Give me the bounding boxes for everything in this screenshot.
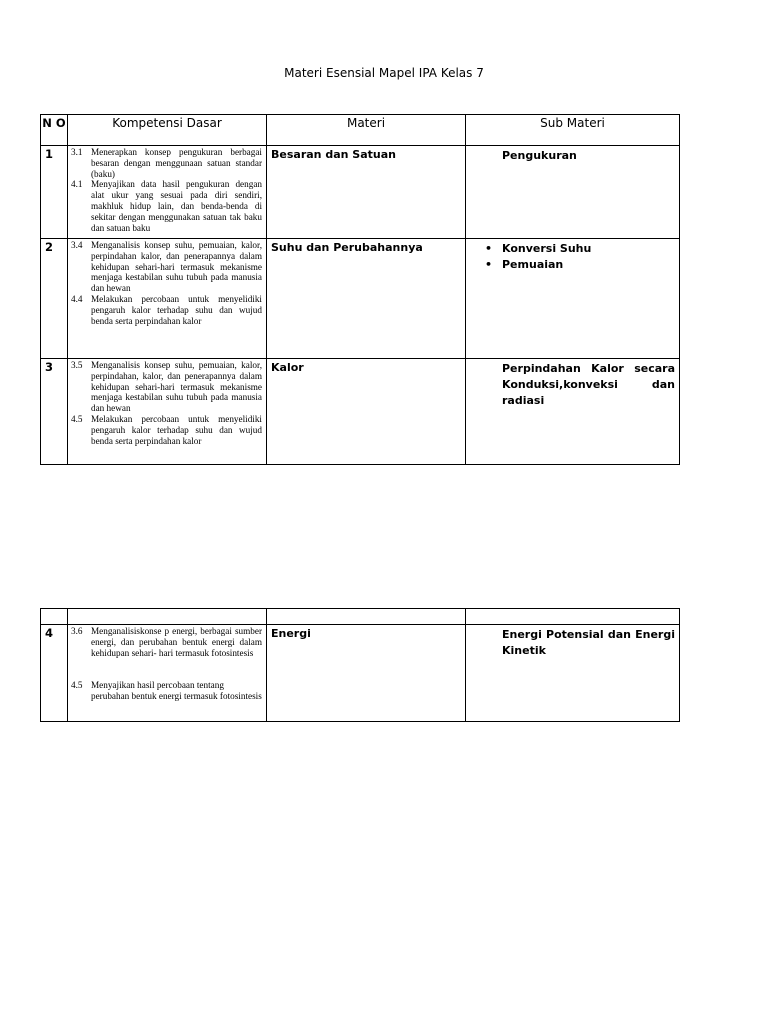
row-number: 4 [41,625,68,722]
kd-item [71,626,262,658]
kd-number: 3.4 [71,240,83,250]
header-sub-materi: Sub Materi [466,115,680,146]
kd-text: Menganalisis konsep suhu, pemuaian, kalor, perpindahan kalor, dan penerapannya dalam kehidupan sehari-hari termasuk mekanisme menjaga kestabilan suhu tubuh pada manusia dan hewan [91,240,262,294]
table-row [41,625,680,722]
materi-cell: Besaran dan Satuan [267,146,466,239]
kd-item [71,179,262,233]
kd-item [71,240,262,294]
kd-text: Menyajikan hasil percobaan tentang perubahan bentuk energi termasuk fotosintesis [91,680,262,702]
empty-header-row [41,609,680,625]
kd-number: 4.5 [71,413,83,424]
kd-number: 3.1 [71,147,83,157]
kd-text: Menganalisiskonse p energi, berbagai sumber energi, dan perubahan bentuk energi dalam kehidupan sehari- hari termasuk fotosintesis [91,626,262,658]
document-title: Materi Esensial Mapel IPA Kelas 7 [284,66,484,80]
kd-number: 3.5 [71,360,83,370]
kompetensi-dasar-cell [68,146,267,239]
table-row [41,359,680,465]
materi-table-2 [40,608,680,722]
empty-cell [68,609,267,625]
kd-item [71,294,262,326]
list-item: • Pemuaian [502,257,675,273]
header-materi: Materi [267,115,466,146]
kd-text: Melakukan percobaan untuk menyelidiki pengaruh kalor terhadap suhu dan wujud benda serta perpindahan kalor [91,413,262,446]
kd-text: Menganalisis konsep suhu, pemuaian, kalor, perpindahan, kalor, dan penerapannya dalam kehidupan sehari-hari termasuk mekanisme menjaga kestabilan suhu tubuh pada manusia dan hewan [91,360,262,414]
header-no: N O [41,115,68,146]
table-row [41,146,680,239]
sub-materi-list [482,241,675,273]
row-number: 1 [41,146,68,239]
kompetensi-dasar-cell [68,239,267,359]
kd-text: Menyajikan data hasil pengukuran dengan alat ukur yang sesuai pada diri sendiri, makhluk hidup lain, dan benda-benda di sekitar dengan menggunakan satuan tak baku dan satuan baku [91,179,262,233]
kd-text: Menerapkan konsep pengukuran berbagai besaran dengan menggunaan satuan standar (baku) [91,147,262,179]
kompetensi-dasar-cell [68,625,267,722]
materi-table-1 [40,114,680,465]
kd-item [71,360,262,414]
kd-text: Melakukan percobaan untuk menyelidiki pengaruh kalor terhadap suhu dan wujud benda serta perpindahan kalor [91,293,262,326]
kd-number: 4.4 [71,293,83,304]
kd-item [71,414,262,446]
kd-number: 4.5 [71,680,83,691]
materi-cell: Suhu dan Perubahannya [267,239,466,359]
materi-cell: Kalor [267,359,466,465]
kd-number: 3.6 [71,626,83,636]
header-kompetensi-dasar: Kompetensi Dasar [68,115,267,146]
sub-materi-cell: Energi Potensial dan Energi Kinetik [466,625,680,722]
row-number: 3 [41,359,68,465]
list-item: • Konversi Suhu [502,241,675,257]
kd-item [71,680,262,702]
sub-materi-cell [466,239,680,359]
kompetensi-dasar-cell [68,359,267,465]
sub-materi-cell: Perpindahan Kalor secara Konduksi,konveksi dan radiasi [466,359,680,465]
empty-cell [267,609,466,625]
table-header-row [41,115,680,146]
materi-cell: Energi [267,625,466,722]
empty-cell [41,609,68,625]
empty-cell [466,609,680,625]
kd-item [71,147,262,179]
table-row [41,239,680,359]
row-number: 2 [41,239,68,359]
sub-materi-cell: Pengukuran [466,146,680,239]
kd-number: 4.1 [71,179,83,190]
